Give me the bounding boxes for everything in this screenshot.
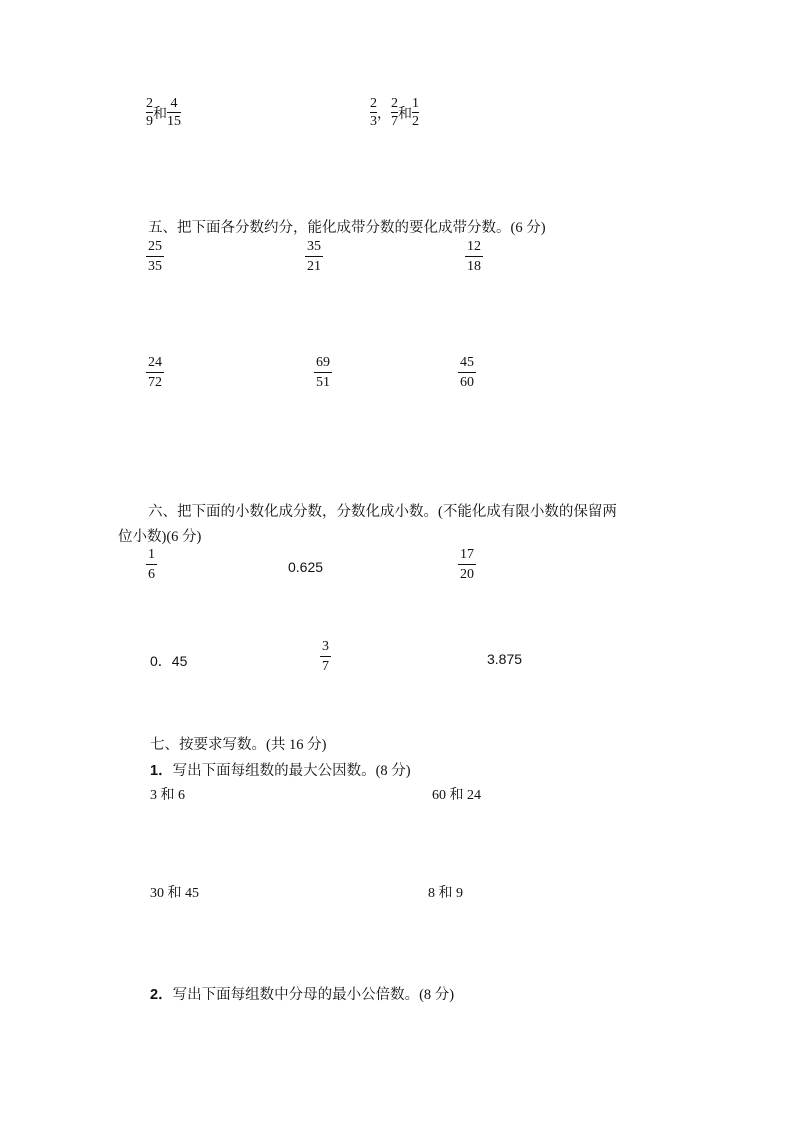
denominator: 60 bbox=[460, 375, 474, 390]
numerator: 1 bbox=[148, 547, 155, 562]
section-5-title: 五、把下面各分数约分，能化成带分数的要化成带分数。(6 分) bbox=[148, 220, 546, 236]
question-1-prompt bbox=[150, 759, 411, 780]
fraction-item bbox=[458, 356, 476, 390]
denominator: 51 bbox=[316, 375, 330, 390]
fraction-item bbox=[465, 240, 483, 274]
decimal-item: 0.625 bbox=[288, 559, 324, 575]
question-text: 写出下面每组数的最大公因数。(8 分) bbox=[172, 763, 411, 779]
section-6-title: 六、把下面的小数化成分数，分数化成小数。(不能化成有限小数的保留两 bbox=[148, 504, 617, 520]
decimal-item: 0．45 bbox=[150, 653, 188, 669]
fraction-bar bbox=[458, 372, 476, 373]
fraction-bar bbox=[146, 564, 157, 565]
number-pair: 3 和 6 bbox=[150, 788, 185, 803]
number-pair: 60 和 24 bbox=[432, 788, 481, 803]
fraction-item bbox=[305, 240, 323, 274]
fraction bbox=[370, 97, 377, 129]
question-2-prompt bbox=[150, 983, 454, 1004]
denominator: 7 bbox=[391, 114, 398, 129]
fraction-pair-a bbox=[146, 97, 181, 129]
fraction-bar bbox=[305, 256, 323, 257]
fraction-bar bbox=[465, 256, 483, 257]
connector-text: 和 bbox=[398, 107, 412, 122]
numerator: 3 bbox=[322, 639, 329, 654]
fraction-item bbox=[146, 356, 164, 390]
fraction-bar bbox=[391, 112, 398, 113]
question-number: 1． bbox=[150, 763, 173, 779]
numerator: 2 bbox=[370, 96, 377, 111]
fraction-item bbox=[314, 356, 332, 390]
denominator: 6 bbox=[148, 567, 155, 582]
denominator: 21 bbox=[307, 259, 321, 274]
decimal-item: 3.875 bbox=[487, 651, 523, 667]
fraction bbox=[167, 97, 181, 129]
denominator: 3 bbox=[370, 114, 377, 129]
fraction-bar bbox=[370, 112, 377, 113]
fraction-bar bbox=[412, 112, 419, 113]
numerator: 69 bbox=[316, 355, 330, 370]
denominator: 35 bbox=[148, 259, 162, 274]
fraction-bar bbox=[146, 256, 164, 257]
denominator: 72 bbox=[148, 375, 162, 390]
numerator: 24 bbox=[148, 355, 162, 370]
numerator: 4 bbox=[170, 96, 178, 111]
denominator: 2 bbox=[412, 114, 419, 129]
fraction-bar bbox=[320, 656, 331, 657]
fraction-bar bbox=[146, 112, 153, 113]
separator-text: ， bbox=[377, 107, 391, 122]
fraction-item bbox=[458, 548, 476, 582]
fraction-group-b bbox=[370, 97, 419, 129]
section-6-title-continued: 位小数)(6 分) bbox=[118, 529, 202, 545]
numerator: 25 bbox=[148, 239, 162, 254]
denominator: 18 bbox=[467, 259, 481, 274]
fraction-bar bbox=[458, 564, 476, 565]
connector-text: 和 bbox=[153, 107, 167, 122]
fraction-bar bbox=[167, 112, 181, 113]
numerator: 2 bbox=[391, 96, 398, 111]
question-number: 2． bbox=[150, 987, 173, 1003]
denominator: 15 bbox=[167, 114, 181, 129]
fraction-bar bbox=[314, 372, 332, 373]
fraction-item bbox=[146, 548, 157, 582]
number-pair: 8 和 9 bbox=[428, 886, 463, 901]
denominator: 20 bbox=[460, 567, 474, 582]
fraction bbox=[391, 97, 398, 129]
fraction-item bbox=[146, 240, 164, 274]
numerator: 35 bbox=[307, 239, 321, 254]
fraction-bar bbox=[146, 372, 164, 373]
fraction bbox=[412, 97, 419, 129]
fraction bbox=[146, 97, 153, 129]
numerator: 45 bbox=[460, 355, 474, 370]
number-pair: 30 和 45 bbox=[150, 886, 199, 901]
question-text: 写出下面每组数中分母的最小公倍数。(8 分) bbox=[172, 987, 455, 1003]
fraction-item bbox=[320, 640, 331, 674]
numerator: 17 bbox=[460, 547, 474, 562]
numerator: 2 bbox=[146, 96, 153, 111]
denominator: 9 bbox=[146, 114, 153, 129]
denominator: 7 bbox=[322, 659, 329, 674]
section-7-title: 七、按要求写数。(共 16 分) bbox=[150, 737, 327, 753]
numerator: 12 bbox=[467, 239, 481, 254]
numerator: 1 bbox=[412, 96, 419, 111]
